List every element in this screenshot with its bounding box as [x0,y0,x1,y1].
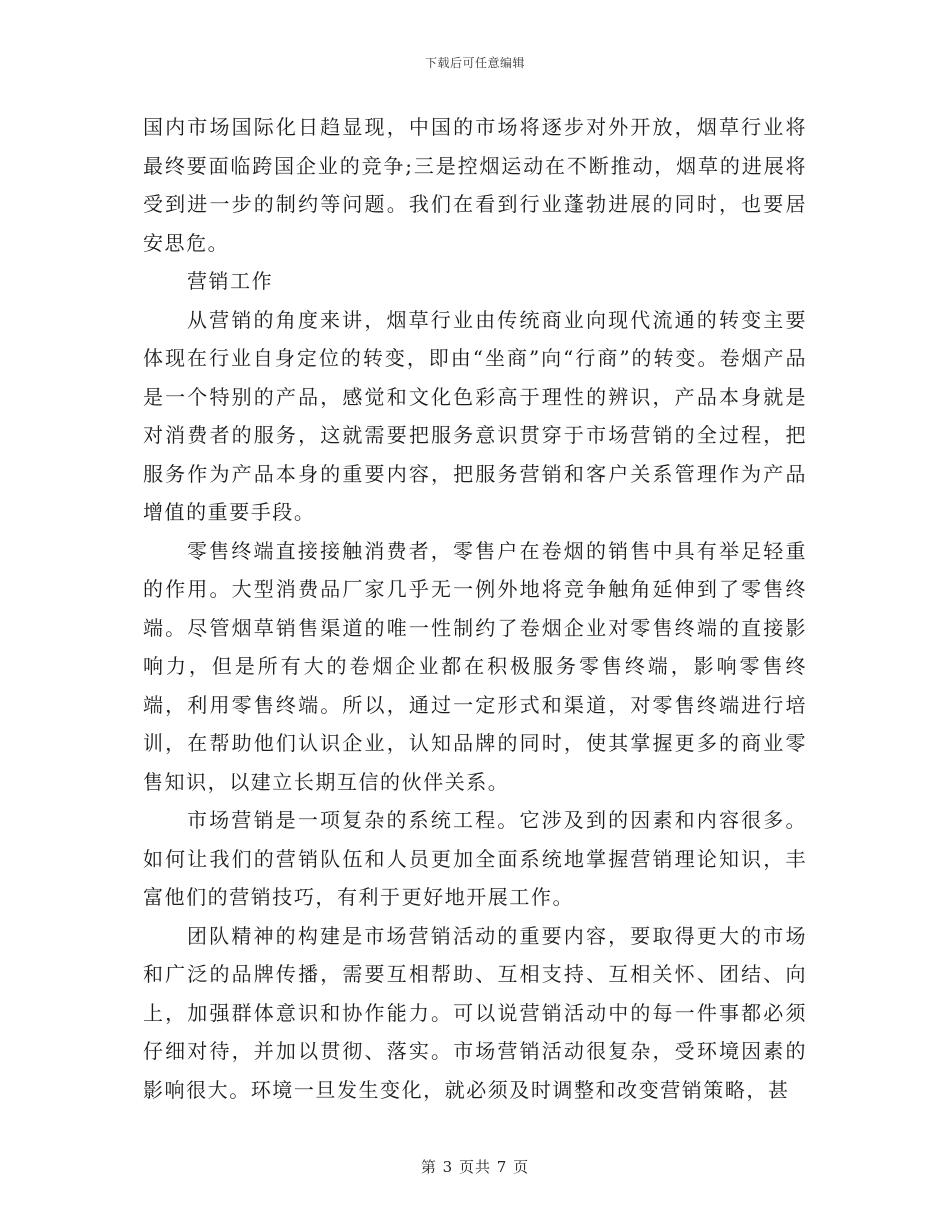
page-number: 第 3 页共 7 页 [420,1158,530,1176]
paragraph: 团队精神的构建是市场营销活动的重要内容，要取得更大的市场和广泛的品牌传播，需要互相帮助、互相支持、互相关怀、团结、向上，加强群体意识和协作能力。可以说营销活动中的每一件事都必须仔细对待，并加以贯彻、落实。市场营销活动很复杂，受环境因素的影响很大。环境一旦发生变化，就必须及时调整和改变营销策略，甚 [143,923,807,1102]
paragraph: 市场营销是一项复杂的系统工程。它涉及到的因素和内容很多。如何让我们的营销队伍和人员更加全面系统地掌握营销理论知识，丰富他们的营销技巧，有利于更好地开展工作。 [143,808,807,909]
paragraph: 零售终端直接接触消费者，零售户在卷烟的销售中具有举足轻重的作用。大型消费品厂家几乎无一例外地将竞争触角延伸到了零售终端。尽管烟草销售渠道的唯一性制约了卷烟企业对零售终端的直接影响力，但是所有大的卷烟企业都在积极服务零售终端，影响零售终端，利用零售终端。所以，通过一定形式和渠道，对零售终端进行培训，在帮助他们认识企业，认知品牌的同时，使其掌握更多的商业零售知识，以建立长期互信的伙伴关系。 [143,538,807,794]
paragraph-continued: 国内市场国际化日趋显现，中国的市场将逐步对外开放，烟草行业将最终要面临跨国企业的竞争;三是控烟运动在不断推动，烟草的进展将受到进一步的制约等问题。我们在看到行业蓬勃进展的同时，也要居安思危。 [143,115,807,255]
page-header: 下载后可任意编辑 [424,56,525,70]
paragraph: 从营销的角度来讲，烟草行业由传统商业向现代流通的转变主要体现在行业自身定位的转变，即由“坐商”向“行商”的转变。卷烟产品是一个特别的产品，感觉和文化色彩高于理性的辨识，产品本身就是对消费者的服务，这就需要把服务意识贯穿于市场营销的全过程，把服务作为产品本身的重要内容，把服务营销和客户关系管理作为产品增值的重要手段。 [143,307,807,524]
document-body [143,108,807,1109]
section-heading: 营销工作 [187,269,274,293]
